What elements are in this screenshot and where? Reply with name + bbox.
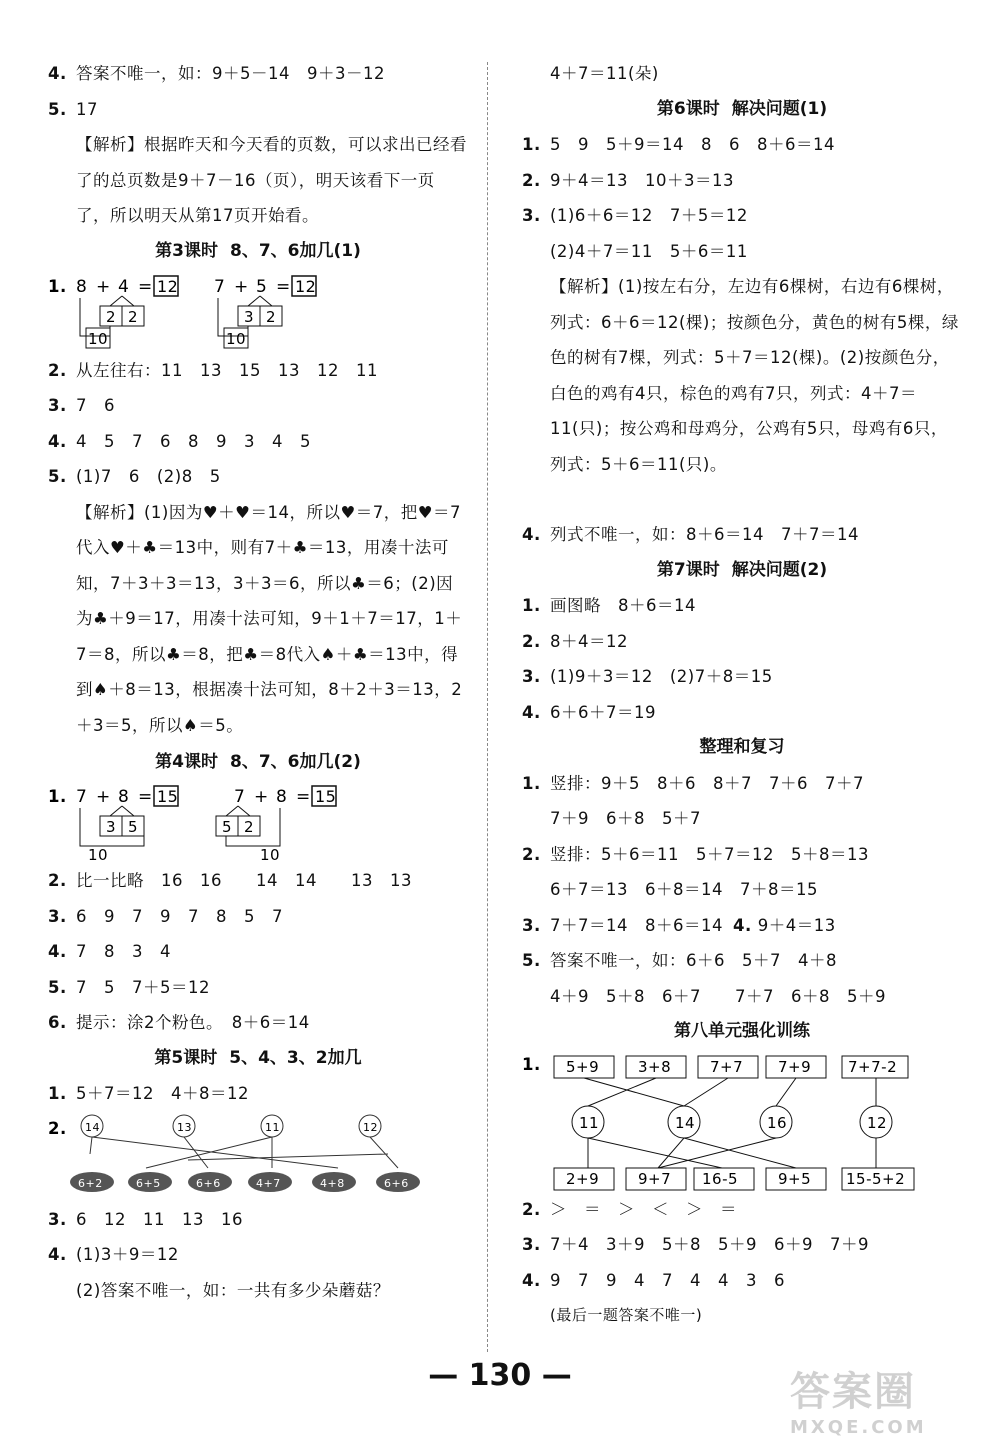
section-heading: 第4课时 8、7、6加几(2) <box>155 751 361 772</box>
split-a: 3 <box>106 818 117 836</box>
answer-line: 5. 17 <box>48 99 98 119</box>
match-lines <box>584 1078 876 1168</box>
expr-eq: = <box>296 787 311 807</box>
make-ten-diagram <box>48 270 468 353</box>
expr-eq: = <box>138 276 153 297</box>
ten-value: 10 <box>88 846 109 863</box>
expr-text: 7+7-2 <box>848 1057 898 1076</box>
answer-line: 3. 7＋7＝14 8＋6＝14 4. 9＋4＝13 <box>522 915 836 935</box>
fish-expr: 6+5 <box>136 1176 161 1190</box>
expr-text: 9+7 <box>638 1169 672 1188</box>
section-heading: 第八单元强化训练 <box>674 1021 810 1041</box>
answer-line: 7＋9 6＋8 5＋7 <box>550 809 701 828</box>
answer-line: 2. 8＋4＝12 <box>522 631 628 651</box>
answer-line: 3. 6 12 11 13 16 <box>48 1209 243 1229</box>
answer-line: 2. 9＋4＝13 10＋3＝13 <box>522 170 734 190</box>
split-lines <box>110 806 134 816</box>
answer-value: 12 <box>157 276 179 296</box>
answer-line: 6. 提示：涂2个粉色。 8＋6＝14 <box>48 1013 310 1032</box>
split-b: 2 <box>244 818 255 836</box>
expr-op: + <box>254 787 269 807</box>
fish-row <box>70 1172 420 1192</box>
matching-diagram <box>522 1050 962 1192</box>
section-heading: 第7课时 解决问题(2) <box>656 559 828 580</box>
ten-value: 10 <box>226 329 247 348</box>
circle-value: 12 <box>363 1120 378 1134</box>
expr-eq: = <box>276 276 291 297</box>
answer-line: 4. 9 7 9 4 7 4 4 3 6 <box>522 1270 785 1290</box>
circle-value: 13 <box>177 1120 192 1134</box>
matching-svg <box>522 1050 962 1192</box>
expr-text: 7+9 <box>778 1057 812 1076</box>
expr-b: 5 <box>256 276 268 297</box>
expr-b: 4 <box>118 276 130 297</box>
expr-a: 7 <box>214 276 226 297</box>
answer-line: 3. (1)6＋6＝12 7＋5＝12 <box>522 206 748 225</box>
answer-line: (2)答案不唯一，如：一共有多少朵蘑菇？ <box>76 1280 390 1300</box>
match-lines <box>90 1137 398 1168</box>
analysis-paragraph: 【解析】根据昨天和今天看的页数，可以求出已经看了的总页数是9＋7－16（页），明天该看下一页了，所以明天从第17页开始看。 <box>76 135 467 225</box>
answer-line: 5. 答案不唯一，如：6＋6 5＋7 4＋8 <box>522 951 837 970</box>
expr-a: 7 <box>76 787 88 807</box>
fish-match-diagram <box>48 1112 468 1202</box>
make-ten-svg <box>48 780 468 863</box>
expr-text: 9+5 <box>778 1169 812 1188</box>
make-ten-svg <box>48 270 468 353</box>
q-number: 1. <box>48 276 67 296</box>
fish-expr: 6+6 <box>384 1176 409 1190</box>
make-ten-diagram <box>48 780 468 863</box>
answer-line: 1. 5＋7＝12 4＋8＝12 <box>48 1084 249 1103</box>
expr-eq: = <box>138 787 153 807</box>
answer-line: (2)4＋7＝11 5＋6＝11 <box>550 241 748 261</box>
answer-line: 2. 竖排：5＋6＝11 5＋7＝12 5＋8＝13 <box>522 844 869 864</box>
expr-text: 15-5+2 <box>846 1169 906 1188</box>
expr-b: 8 <box>276 787 288 807</box>
answer-line: 1. 5 9 5＋9＝14 8 6 8＋6＝14 <box>522 135 835 154</box>
answer-value: 15 <box>315 787 337 806</box>
expr-b: 8 <box>118 787 130 807</box>
circle-value: 14 <box>85 1120 100 1134</box>
answer-line: 5. 7 5 7＋5＝12 <box>48 977 210 997</box>
answer-line: 3. 7＋4 3＋9 5＋8 5＋9 6＋9 7＋9 <box>522 1235 869 1254</box>
answer-line: 4. 6＋6＋7＝19 <box>522 702 656 722</box>
split-lines <box>226 806 250 816</box>
expr-op: + <box>234 276 249 297</box>
answer-line: 4. 4 5 7 6 8 9 3 4 5 <box>48 431 311 451</box>
note-line: (最后一题答案不唯一) <box>550 1306 703 1324</box>
expr-text: 7+7 <box>710 1057 744 1076</box>
q-number: 2. <box>48 1118 67 1138</box>
fish-expr: 6+2 <box>78 1176 103 1190</box>
circle-value: 11 <box>265 1120 280 1134</box>
fish-expr: 4+7 <box>256 1176 281 1190</box>
q-number: 1. <box>48 787 67 806</box>
split-lines <box>248 296 272 306</box>
split-b: 2 <box>128 307 139 326</box>
answer-line: 2. 比一比略 16 16 14 14 13 13 <box>48 871 412 890</box>
fish-svg <box>48 1112 468 1202</box>
expr-op: + <box>96 787 111 807</box>
section-heading: 第6课时 解决问题(1) <box>656 98 828 119</box>
answer-line: 1. 竖排：9＋5 8＋6 8＋7 7＋6 7＋7 <box>522 773 864 793</box>
circle-value: 16 <box>767 1113 788 1132</box>
split-a: 2 <box>106 307 117 326</box>
answer-line: 4＋9 5＋8 6＋7 7＋7 6＋8 5＋9 <box>550 986 886 1006</box>
circle-value: 11 <box>579 1113 600 1132</box>
answer-line: 4. (1)3＋9＝12 <box>48 1245 179 1264</box>
answer-line: 2. 从左往右：11 13 15 13 12 11 <box>48 360 378 380</box>
section-heading: 第5课时 5、4、3、2加几 <box>154 1047 362 1068</box>
analysis-paragraph: 【解析】(1)按左右分，左边有6棵树，右边有6棵树，列式：6＋6＝12(棵)；按颜色分，黄色的树有5棵，绿色的树有7棵，列式：5＋7＝12(棵)。(2)按颜色分，白色的鸡有4只，棕色的鸡有7只，列式：4＋7＝11(只)；按公鸡和母鸡分，公鸡有5只，母鸡有6只，列式：5＋6＝11(只)。 <box>550 277 959 474</box>
split-a: 3 <box>244 307 255 326</box>
answer-line: 4. 列式不唯一，如：8＋6＝14 7＋7＝14 <box>522 525 859 544</box>
expr-a: 8 <box>76 276 88 297</box>
split-b: 5 <box>128 818 139 836</box>
split-a: 5 <box>222 818 233 836</box>
answer-value: 15 <box>157 787 179 806</box>
expr-op: + <box>96 276 111 297</box>
fish-expr: 4+8 <box>320 1176 345 1190</box>
split-lines <box>110 296 134 306</box>
q-number: 1. <box>522 1054 541 1074</box>
expr-a: 7 <box>234 787 246 807</box>
section-heading: 整理和复习 <box>699 737 785 757</box>
answer-line: 3. 7 6 <box>48 396 115 415</box>
fish-expr: 6+6 <box>196 1176 221 1190</box>
expr-text: 16-5 <box>702 1169 739 1188</box>
answer-line: 6＋7＝13 6＋8＝14 7＋8＝15 <box>550 880 818 899</box>
section-heading: 第3课时 8、7、6加几(1) <box>155 241 361 261</box>
watermark-logo: 答案圈 MXQE.COM <box>790 1369 927 1438</box>
right-column <box>522 56 962 1334</box>
column-divider <box>487 62 489 1352</box>
circle-value: 12 <box>867 1113 888 1132</box>
analysis-paragraph: 【解析】(1)因为♥＋♥＝14，所以♥＝7，把♥＝7代入♥＋♣＝13中，则有7＋♣＝13，用凑十法可知，7＋3＋3＝13，3＋3＝6，所以♣＝6；(2)因为♣＋9＝17，用凑十法可知，9＋1＋7＝17，1＋7＝8，所以♣＝8，把♣＝8代入♠＋♣＝13中，得到♠＋8＝13，根据凑十法可知，8＋2＋3＝13，2＋3＝5，所以♠＝5。 <box>76 502 463 735</box>
answer-line: 4. 答案不唯一，如：9＋5－14 9＋3－12 <box>48 64 385 83</box>
expr-text: 3+8 <box>638 1057 672 1076</box>
answer-line: 3. (1)9＋3＝12 (2)7＋8＝15 <box>522 667 773 686</box>
left-column <box>48 56 468 1308</box>
answer-line: 4＋7＝11(朵) <box>550 64 659 83</box>
answer-value: 12 <box>295 276 317 296</box>
answer-line: 5. (1)7 6 (2)8 5 <box>48 467 221 486</box>
answer-line: 2. ＞ ＝ ＞ ＜ ＞ ＝ <box>522 1199 737 1219</box>
answer-line: 4. 7 8 3 4 <box>48 942 171 961</box>
answer-line: 3. 6 9 7 9 7 8 5 7 <box>48 906 283 926</box>
split-b: 2 <box>266 307 277 326</box>
expr-text: 5+9 <box>566 1057 600 1076</box>
answer-line: 1. 画图略 8＋6＝14 <box>522 596 696 615</box>
ten-value: 10 <box>260 846 281 863</box>
ten-value: 10 <box>88 329 109 348</box>
page-number: — 130 — <box>428 1358 572 1393</box>
expr-text: 2+9 <box>566 1169 600 1188</box>
circle-value: 14 <box>675 1113 696 1132</box>
